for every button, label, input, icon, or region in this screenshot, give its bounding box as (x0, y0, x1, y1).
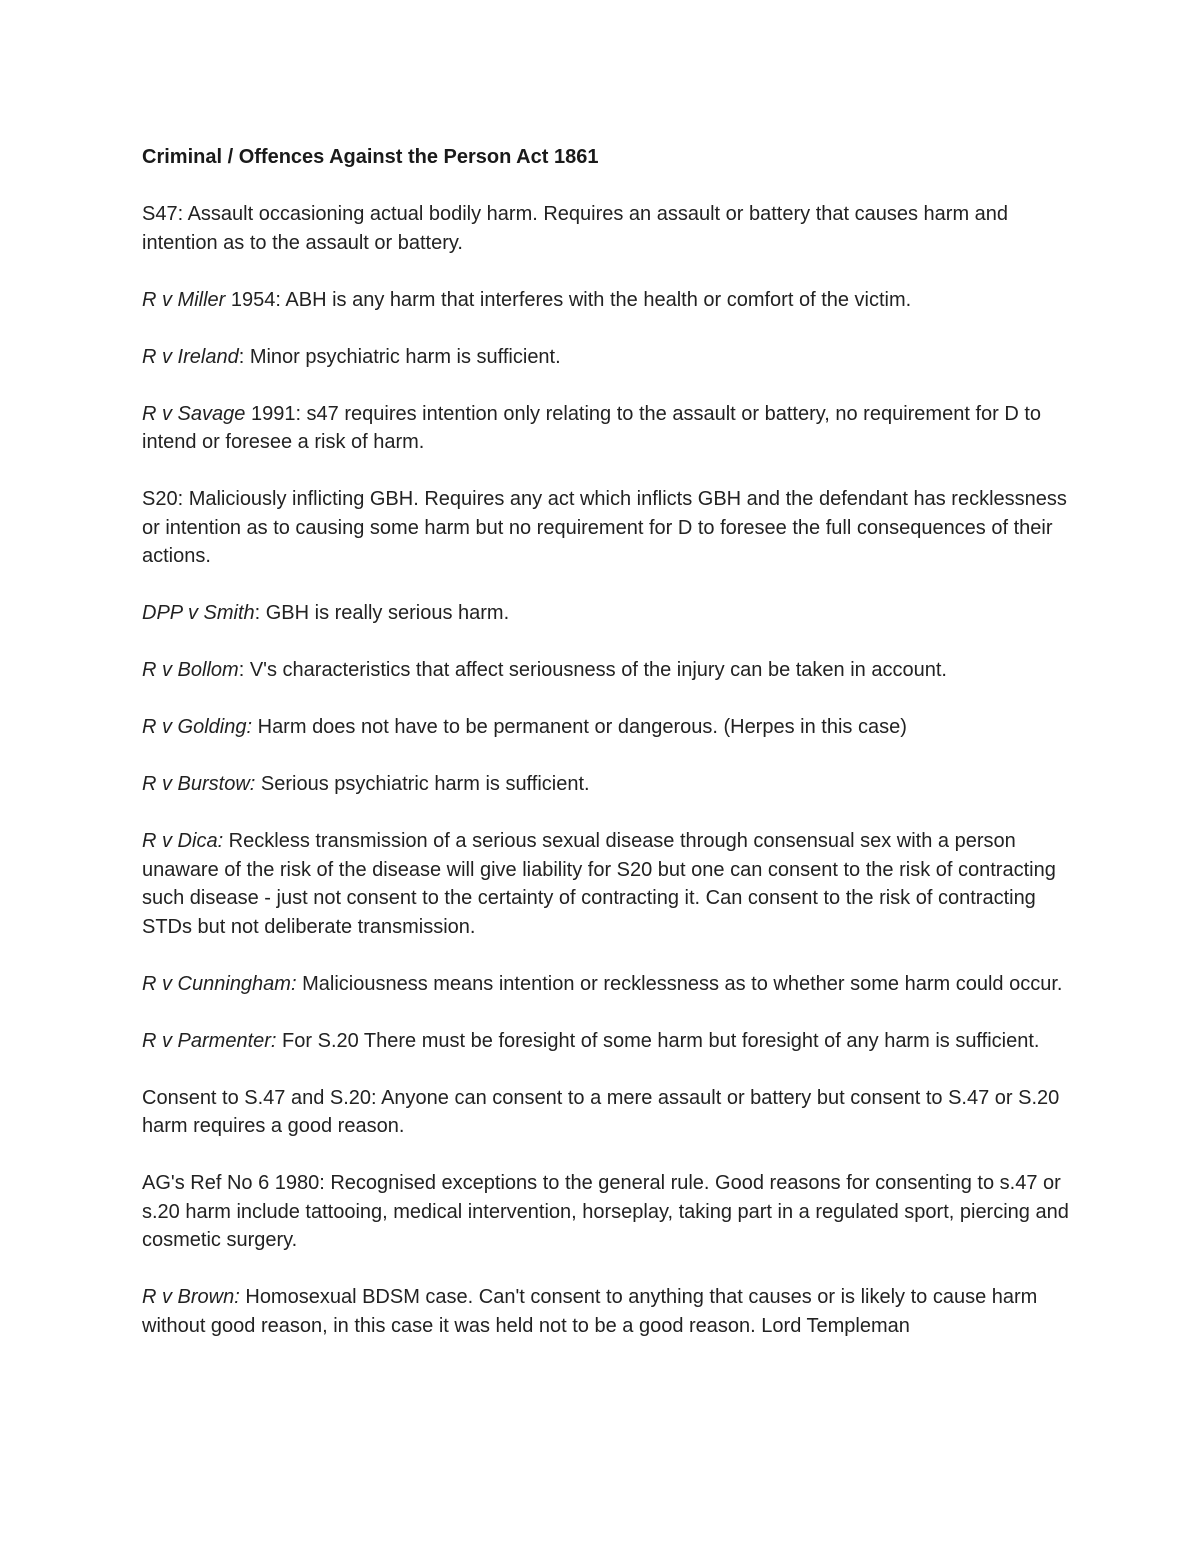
paragraph-r-v-cunningham (142, 970, 1072, 999)
paragraph-text: : Minor psychiatric harm is sufficient. (238, 345, 561, 368)
case-name: R v Dica: (142, 830, 224, 852)
paragraph-r-v-ireland (142, 343, 1072, 372)
document-page (142, 143, 1072, 1369)
paragraph-text: Harm does not have to be permanent or dangerous. (Herpes in this case) (252, 716, 907, 738)
paragraph-consent (142, 1084, 1072, 1141)
case-name: DPP v Smith (142, 602, 255, 624)
document-title: Criminal / Offences Against the Person Act 1861 (142, 146, 599, 168)
paragraph-r-v-burstow (142, 770, 1072, 799)
case-name: R v Parmenter: (142, 1029, 277, 1052)
case-name: R v Golding: (142, 716, 253, 738)
paragraph-text: Reckless transmission of a serious sexual disease through consensual sex with a person unaware of the risk of the disease will give liability for S20 but one can consent to the risk of contracting such disease - just not consent to the certainty of contracting it. Can consent to the risk of contracting STDs but not deliberate transmission. (142, 830, 1056, 938)
paragraph-r-v-miller (142, 286, 1072, 315)
paragraph-text: Serious psychiatric harm is sufficient. (255, 773, 590, 795)
paragraph-text: S47: Assault occasioning actual bodily harm. Requires an assault or battery that causes harm and intention as to the assault or battery. (142, 203, 1009, 254)
paragraph-s47 (142, 200, 1072, 257)
paragraph-ags-ref (142, 1169, 1072, 1255)
case-name: R v Miller (142, 288, 226, 311)
paragraph-text: Consent to S.47 and S.20: Anyone can consent to a mere assault or battery but consent to S.47 or S.20 harm requires a good reason. (142, 1086, 1060, 1137)
paragraph-r-v-parmenter (142, 1027, 1072, 1056)
paragraph-text: 1991: s47 requires intention only relating to the assault or battery, no requirement for D to intend or foresee a risk of harm. (142, 402, 1042, 453)
paragraph-text: Homosexual BDSM case. Can't consent to anything that causes or is likely to cause harm without good reason, in this case it was held not to be a good reason. Lord Templeman (142, 1286, 1038, 1337)
paragraph-r-v-brown (142, 1283, 1072, 1340)
case-name: R v Cunningham: (142, 972, 297, 995)
paragraph-text: Maliciousness means intention or recklessness as to whether some harm could occur. (296, 972, 1063, 995)
paragraph-r-v-bollom (142, 656, 1072, 685)
case-name: R v Savage (142, 402, 246, 425)
paragraph-text: 1954: ABH is any harm that interferes with the health or comfort of the victim. (225, 288, 912, 311)
paragraph-text: AG's Ref No 6 1980: Recognised exceptions to the general rule. Good reasons for consenting to s.47 or s.20 harm include tattooing, medical intervention, horseplay, taking part in a regulated sport, piercing and cosmetic surgery. (142, 1172, 1069, 1251)
paragraph-dpp-v-smith (142, 599, 1072, 628)
paragraph-text: For S.20 There must be foresight of some harm but foresight of any harm is sufficient. (276, 1029, 1040, 1052)
paragraph-text: : GBH is really serious harm. (254, 602, 510, 624)
paragraph-r-v-golding (142, 713, 1072, 742)
case-name: R v Bollom (142, 659, 239, 681)
paragraph-text: : V's characteristics that affect seriousness of the injury can be taken in account. (238, 659, 947, 681)
paragraph-text: S20: Maliciously inflicting GBH. Requires any act which inflicts GBH and the defendant has recklessness or intention as to causing some harm but no requirement for D to foresee the full consequences of their actions. (142, 488, 1067, 567)
case-name: R v Burstow: (142, 773, 256, 795)
paragraph-r-v-savage (142, 400, 1072, 457)
paragraph-r-v-dica (142, 827, 1072, 941)
case-name: R v Ireland (142, 345, 239, 368)
case-name: R v Brown: (142, 1286, 240, 1308)
paragraph-s20 (142, 485, 1072, 571)
